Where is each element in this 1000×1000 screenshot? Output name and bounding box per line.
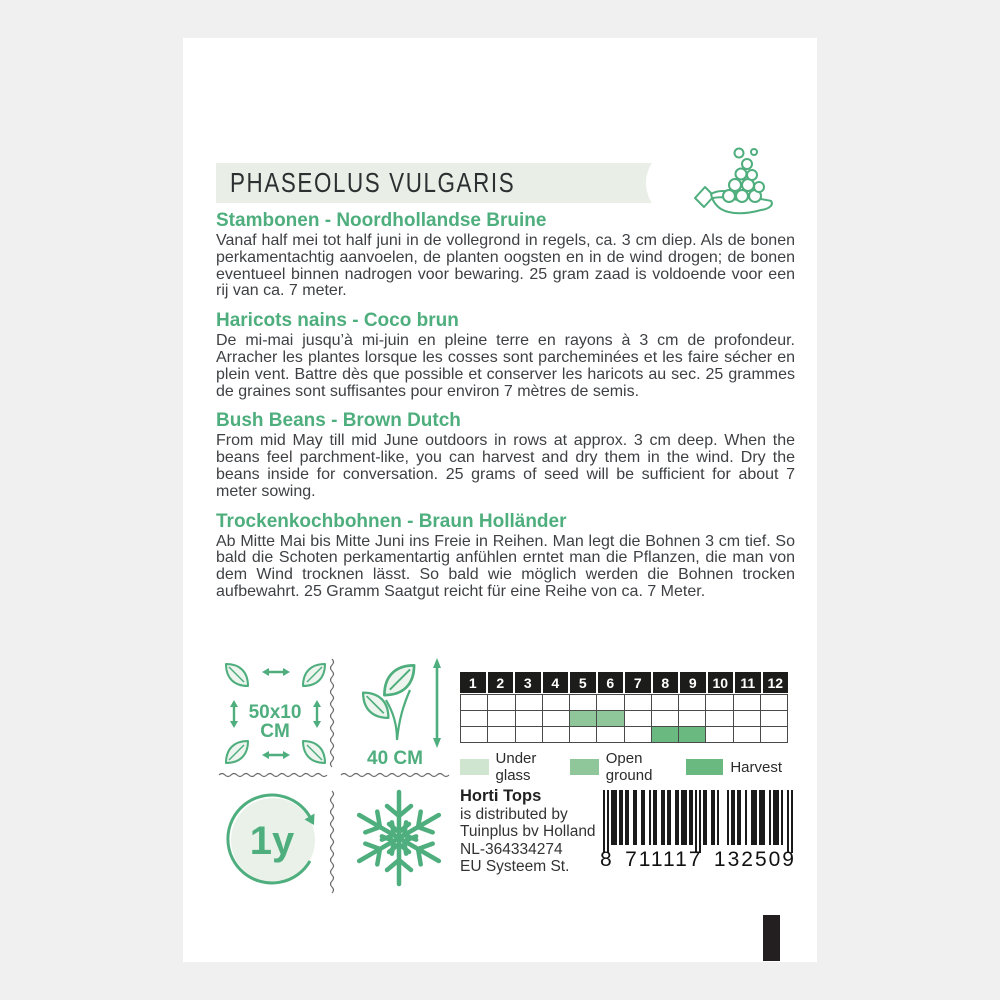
calendar-grid [460,694,788,743]
barcode-bar [781,790,783,845]
legend-item [686,759,782,776]
calendar-cell [570,695,597,711]
calendar-cell [706,695,733,711]
calendar-cell [679,695,706,711]
seed-viability-icon [219,784,325,890]
height-value: 40 CM [367,748,423,769]
calendar-month-label: 8 [653,672,679,693]
calendar-cell [679,727,706,743]
barcode-bar [649,790,651,845]
calendar-month-label: 6 [598,672,624,693]
section-german [216,511,795,601]
print-registration-mark [763,915,780,961]
barcode-bar [727,790,729,845]
seed-packet-label [183,38,817,962]
barcode-bar [627,790,629,845]
barcode-bar [791,790,793,853]
page-title: PHASEOLUS VULGARIS [230,167,516,198]
section-body: Ab Mitte Mai bis Mitte Juni ins Freie in Reihen. Man legt die Bohnen 3 cm tief. So bald die Schoten perkamentartig anfühlen erntet man die Pflanzen, die man von dem Wind trocknen lässt. So bald wie möglich werden die Bohnen trocken aufbewahrt. 25 Gramm Saatgut reicht für eine Reihe von ca. 7 Meter. [216,532,795,600]
barcode-bar [685,790,687,845]
barcode-bar [607,790,609,853]
barcode-bar [705,790,707,845]
section-heading: Stambonen - Noordhollandse Bruine [216,210,547,231]
legend-label: Harvest [730,758,782,776]
distributor-line: EU Systeem St. [460,858,570,875]
plant-spacing-icon [218,656,333,771]
calendar-cell [706,711,733,727]
barcode-bar [787,790,789,853]
divider-wavy-vertical [329,790,335,896]
calendar-cell [543,695,570,711]
description-sections [216,210,795,611]
barcode-bar [763,790,765,845]
calendar-cell [679,711,706,727]
calendar-month-label: 9 [680,672,706,693]
barcode-bars [603,790,793,854]
barcode-bar [621,790,623,845]
legend-label: Under glass [495,750,537,784]
calendar-cell [461,695,488,711]
legend-swatch [460,759,489,775]
distributor-line: Tuinplus bv Holland [460,823,596,840]
section-body: From mid May till mid June outdoors in rows at approx. 3 cm deep. When the beans feel parchment-like, you can harvest and dry them in the wind. Dry the beans inside for conversation. 25 grams of seed will be sufficient for about 7 meter sowing. [216,432,795,500]
barcode-bar [769,790,771,845]
legend-label: Open ground [605,750,653,784]
barcode-bar [635,790,637,845]
calendar-cell [543,711,570,727]
calendar-cell [543,727,570,743]
legend-swatch [686,759,723,775]
barcode-bar [699,790,701,853]
calendar-cell [597,727,624,743]
barcode [600,790,796,880]
barcode-bar [603,790,605,853]
barcode-digit-group: 132509 [713,848,796,871]
calendar-month-label: 12 [763,672,789,693]
barcode-bar [695,790,697,853]
legend-item [460,750,557,784]
section-dutch [216,210,795,300]
calendar-cell [625,695,652,711]
calendar-month-label: 2 [488,672,514,693]
calendar-cell [570,711,597,727]
calendar-cell [761,695,788,711]
distributor-line: is distributed by [460,805,568,823]
barcode-bar [677,790,679,845]
calendar-cell [570,727,597,743]
calendar-month-label: 10 [708,672,734,693]
calendar-month-header [460,672,788,693]
barcode-bar [669,790,671,845]
calendar-cell [761,711,788,727]
title-banner [216,163,698,203]
calendar-cell [488,727,515,743]
barcode-bar [663,790,665,845]
calendar-month-label: 11 [735,672,761,693]
barcode-bar [733,790,735,845]
calendar-cell [761,727,788,743]
calendar-cell [734,727,761,743]
section-heading: Bush Beans - Brown Dutch [216,410,461,432]
calendar-cell [652,695,679,711]
barcode-bar [713,790,715,845]
distributor-name: Horti Tops [460,787,542,805]
calendar-cell [625,711,652,727]
calendar-legend [460,750,795,784]
section-body: De mi-mai jusqu’à mi-juin en pleine terre en rayons à 3 cm de profondeur. Arracher les plantes lorsque les cosses sont parcheminées et les faire sécher en plein vent. Battre dès que possible et conserver les haricots au sec. 25 grammes de graines sont suffisantes pour environ 7 mètres de semis. [216,332,795,400]
section-heading: Trockenkochbohnen - Braun Holländer [216,510,567,532]
legend-swatch [570,759,599,775]
section-body: Vanaf half mei tot half juni in de vollegrond in regels, ca. 3 cm diep. Als de bonen perkamentachtig aanvoelen, de planten oogsten en in de wind drogen; de bonen eventueel binnen nadrogen voor bewaring. 25 gram zaad is voldoende voor een rij van ca. 7 meter. [216,232,795,300]
calendar-cell [734,695,761,711]
barcode-bar [643,790,645,845]
calendar-cell [461,727,488,743]
spacing-value: 50x10 [248,702,302,723]
snowflake-icon [347,786,452,891]
barcode-bar [655,790,657,845]
calendar-cell [625,727,652,743]
calendar-cell [516,727,543,743]
barcode-bar [717,790,719,845]
distributor-block [460,788,596,876]
distributor-line: NL-364334274 [460,840,563,858]
barcode-digit-group: 711117 [625,848,703,871]
divider-wavy-horizontal [218,772,330,778]
barcode-bar [755,790,757,845]
calendar-month-label: 5 [570,672,596,693]
calendar-month-label: 3 [515,672,541,693]
calendar-cell [516,695,543,711]
calendar-cell [488,711,515,727]
barcode-digits [600,848,796,872]
calendar-cell [652,711,679,727]
spacing-unit: CM [260,721,290,742]
plant-height-icon [353,654,453,769]
calendar-cell [652,727,679,743]
distributor-lines [460,806,596,876]
calendar-month-label: 4 [543,672,569,693]
calendar-cell [488,695,515,711]
divider-wavy-horizontal [340,772,452,778]
legend-item [570,750,673,784]
calendar-cell [597,711,624,727]
calendar-cell [706,727,733,743]
barcode-bar [691,790,693,845]
calendar-cell [597,695,624,711]
section-english [216,410,795,500]
barcode-digit-group: 8 [600,848,614,871]
viability-value: 1y [249,819,295,863]
section-french [216,310,795,400]
divider-wavy-vertical [329,658,335,770]
calendar-month-label: 7 [625,672,651,693]
calendar-cell [516,711,543,727]
barcode-bar [739,790,741,845]
barcode-bar [777,790,779,845]
sowing-calendar [460,672,788,743]
calendar-cell [734,711,761,727]
section-heading: Haricots nains - Coco brun [216,310,459,332]
barcode-bar [745,790,747,845]
barcode-bar [615,790,617,845]
calendar-month-label: 1 [460,672,486,693]
calendar-cell [461,711,488,727]
